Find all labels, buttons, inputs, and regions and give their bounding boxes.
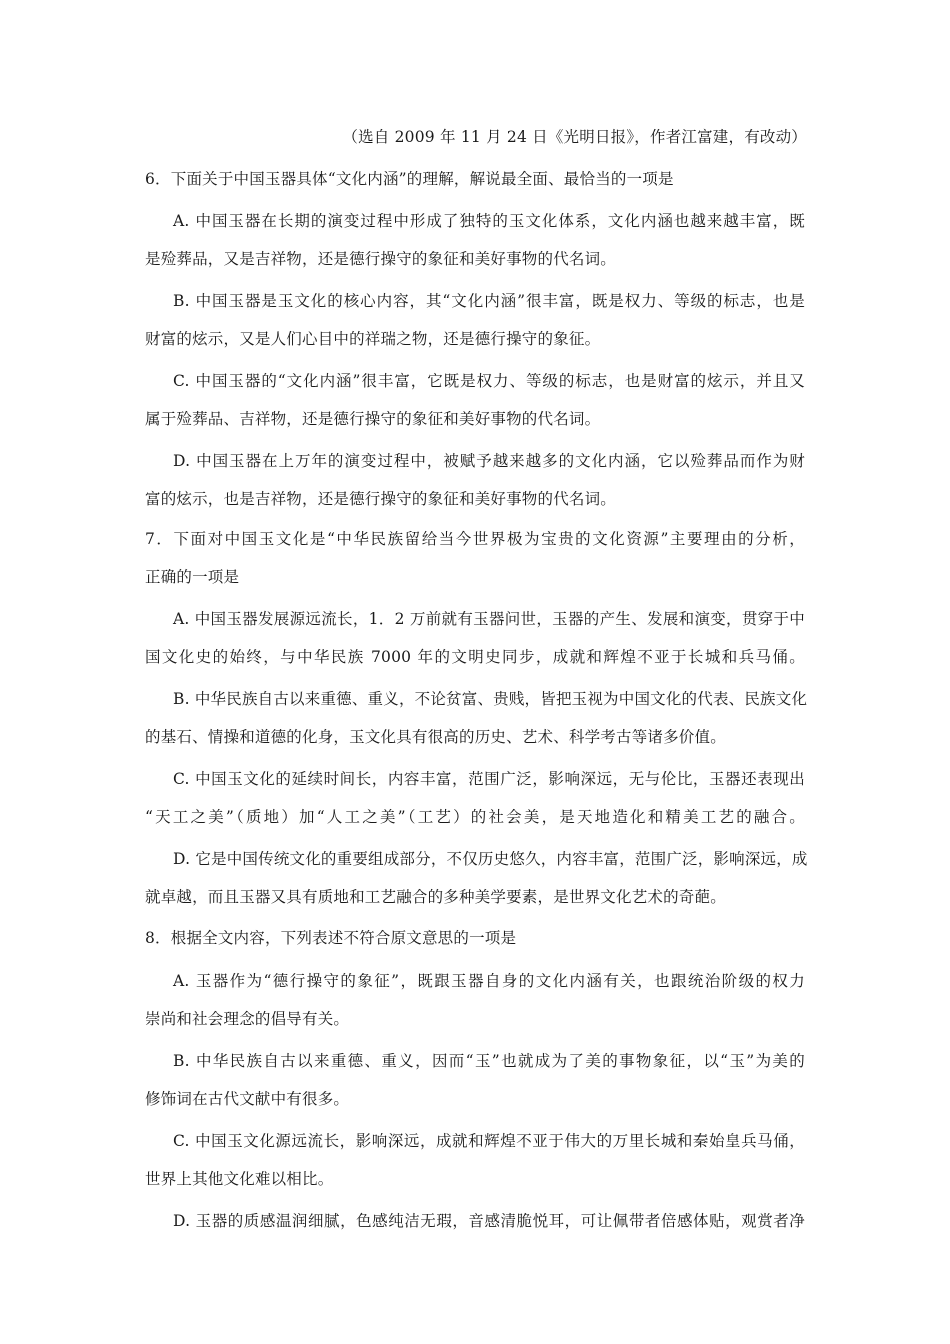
question-6-option-a-line-2: 是殓葬品，又是吉祥物，还是德行操守的象征和美好事物的代名词。 xyxy=(145,250,617,268)
question-8-option-b-line-1: B. 中华民族自古以来重德、重义，因而“玉”也就成为了美的事物象征，以“玉”为美的 xyxy=(173,1052,805,1070)
question-6-option-c-line-2: 属于殓葬品、吉祥物，还是德行操守的象征和美好事物的代名词。 xyxy=(145,410,601,428)
question-6-option-d-line-1: D. 中国玉器在上万年的演变过程中，被赋予越来越多的文化内涵，它以殓葬品而作为财 xyxy=(173,452,805,470)
question-6-option-b-line-2: 财富的炫示，又是人们心目中的祥瑞之物，还是德行操守的象征。 xyxy=(145,330,601,348)
question-6-option-d-line-2: 富的炫示，也是吉祥物，还是德行操守的象征和美好事物的代名词。 xyxy=(145,490,617,508)
question-7-option-d-line-1: D. 它是中国传统文化的重要组成部分，不仅历史悠久，内容丰富，范围广泛，影响深远，成 xyxy=(173,850,808,868)
question-8-option-b-line-2: 修饰词在古代文献中有很多。 xyxy=(145,1090,350,1108)
question-6-option-c-line-1: C. 中国玉器的“文化内涵”很丰富，它既是权力、等级的标志，也是财富的炫示，并且又 xyxy=(173,372,805,390)
source-citation: （选自 2009 年 11 月 24 日《光明日报》，作者江富建，有改动） xyxy=(342,128,807,146)
question-8-option-c-line-1: C. 中国玉文化源远流长，影响深远，成就和辉煌不亚于伟大的万里长城和秦始皇兵马俑， xyxy=(173,1132,805,1150)
question-7-option-c-line-1: C. 中国玉文化的延续时间长，内容丰富，范围广泛，影响深远，无与伦比，玉器还表现出 xyxy=(173,770,805,788)
question-8-option-c-line-2: 世界上其他文化难以相比。 xyxy=(145,1170,334,1188)
question-7-option-b-line-1: B. 中华民族自古以来重德、重义，不论贫富、贵贱，皆把玉视为中国文化的代表、民族文化 xyxy=(173,690,808,708)
question-6-option-a-line-1: A. 中国玉器在长期的演变过程中形成了独特的玉文化体系，文化内涵也越来越丰富，既 xyxy=(173,212,805,230)
question-8-stem: 8．根据全文内容，下列表述不符合原文意思的一项是 xyxy=(145,929,517,947)
question-8-option-d-line-1: D. 玉器的质感温润细腻，色感纯洁无瑕，音感清脆悦耳，可让佩带者倍感体贴，观赏者净 xyxy=(173,1212,805,1230)
question-6-option-b-line-1: B. 中国玉器是玉文化的核心内容，其“文化内涵”很丰富，既是权力、等级的标志，也是 xyxy=(173,292,805,310)
question-7-option-d-line-2: 就卓越，而且玉器又具有质地和工艺融合的多种美学要素，是世界文化艺术的奇葩。 xyxy=(145,888,726,906)
question-7-option-a-line-1: A. 中国玉器发展源远流长，1．2 万前就有玉器问世，玉器的产生、发展和演变，贯穿于中 xyxy=(173,610,805,628)
question-7-option-b-line-2: 的基石、情操和道德的化身，玉文化具有很高的历史、艺术、科学考古等诸多价值。 xyxy=(145,728,726,746)
question-7-stem-line-1: 7．下面对中国玉文化是“中华民族留给当今世界极为宝贵的文化资源”主要理由的分析， xyxy=(145,530,805,548)
question-8-option-a-line-1: A. 玉器作为“德行操守的象征”，既跟玉器自身的文化内涵有关，也跟统治阶级的权力 xyxy=(173,972,805,990)
question-6-stem: 6．下面关于中国玉器具体“文化内涵”的理解，解说最全面、最恰当的一项是 xyxy=(145,170,674,188)
question-8-option-a-line-2: 崇尚和社会理念的倡导有关。 xyxy=(145,1010,350,1028)
question-7-option-c-line-2: “天工之美”（质地）加“人工之美”（工艺）的社会美，是天地造化和精美工艺的融合。 xyxy=(145,808,805,826)
question-7-option-a-line-2: 国文化史的始终，与中华民族 7000 年的文明史同步，成就和辉煌不亚于长城和兵马俑。 xyxy=(145,648,805,666)
question-7-stem-line-2: 正确的一项是 xyxy=(145,568,240,586)
